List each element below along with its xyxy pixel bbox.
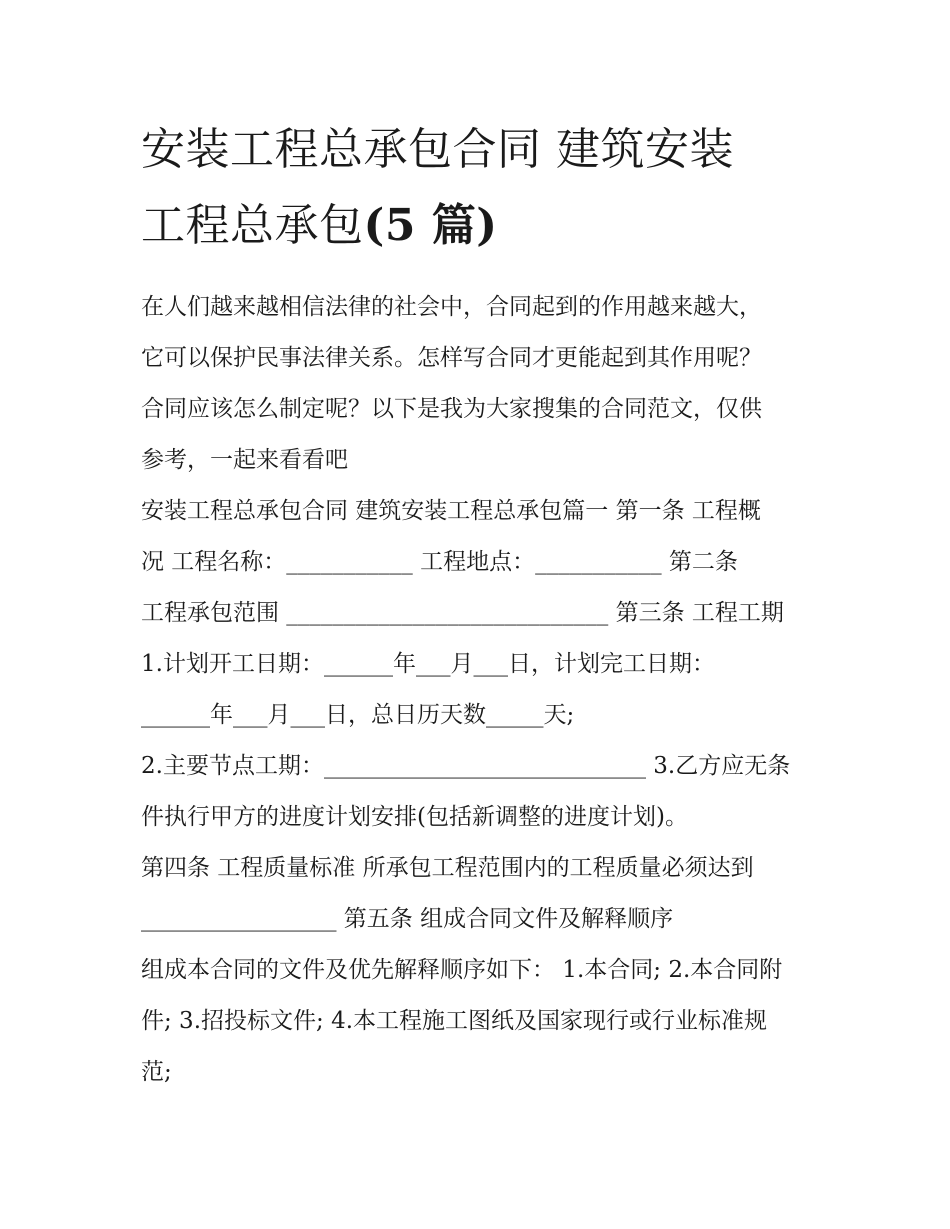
body-line: 工程承包范围 ____________________________ 第三条 工程工期 [141,600,784,626]
intro-line: 在人们越来越相信法律的社会中，合同起到的作用越来越大， [141,294,762,320]
intro-line: 合同应该怎么制定呢？以下是我为大家搜集的合同范文，仅供 [141,396,762,422]
intro-line: 它可以保护民事法律关系。怎样写合同才更能起到其作用呢？ [141,345,762,371]
title-line-2-count: (5 篇) [363,200,498,251]
intro-paragraph [141,282,821,486]
body-line: 安装工程总承包合同 建筑安装工程总承包篇一 第一条 工程概 [141,498,761,524]
body-line: 范; [141,1059,172,1085]
body-line: 1.计划开工日期：______年___月___日，计划完工日期： [141,651,715,677]
document-title [141,112,821,264]
document-page [141,112,821,1098]
title-line-1: 安装工程总承包合同 建筑安装 [141,124,734,175]
body-line: 况 工程名称：___________ 工程地点：___________ 第二条 [141,549,738,575]
body-line: _________________ 第五条 组成合同文件及解释顺序 [141,906,674,932]
body-line: ______年___月___日，总日历天数_____天; [141,702,575,728]
title-line-2 [141,188,821,264]
body-line: 2.主要节点工期：____________________________ 3.乙方应无条 [141,753,791,779]
body-line: 第四条 工程质量标准 所承包工程范围内的工程质量必须达到 [141,855,754,881]
body-line: 件执行甲方的进度计划安排(包括新调整的进度计划)。 [141,804,688,830]
contract-body [141,486,821,1098]
body-line: 件; 3.招投标文件; 4.本工程施工图纸及国家现行或行业标准规 [141,1008,768,1034]
body-line: 组成本合同的文件及优先解释顺序如下： 1.本合同; 2.本合同附 [141,957,783,983]
title-line-2-text: 工程总承包 [141,200,364,251]
intro-line: 参考，一起来看看吧 [141,447,348,473]
